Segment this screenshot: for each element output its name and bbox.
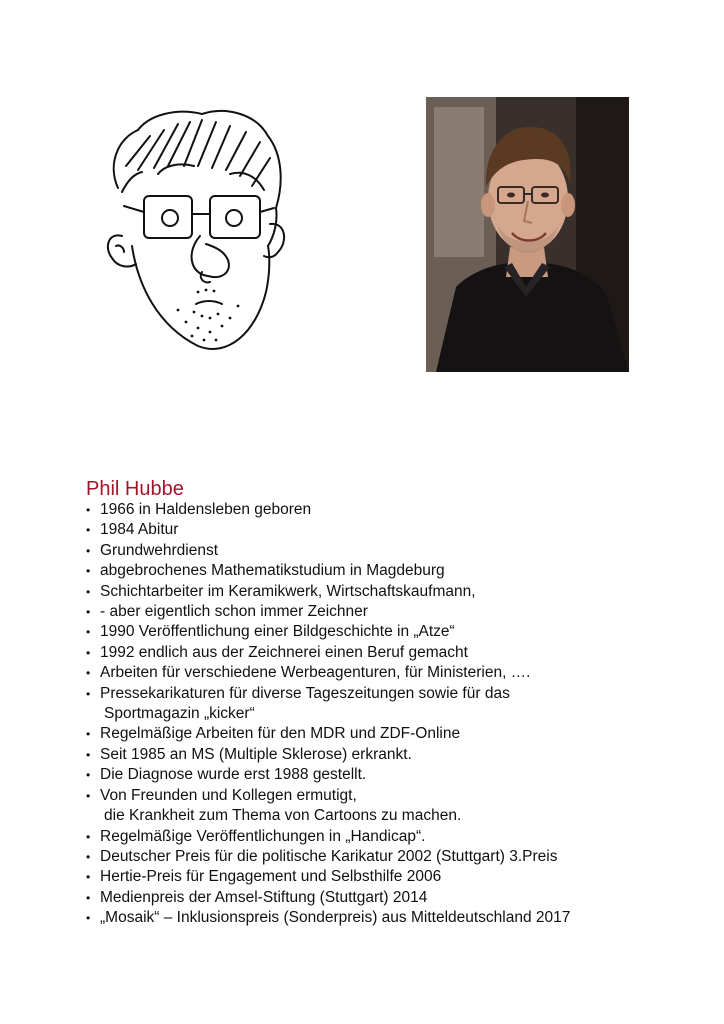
list-item-text: Deutscher Preis für die politische Karikatur 2002 (Stuttgart) 3.Preis bbox=[100, 847, 558, 865]
list-item bbox=[86, 541, 686, 561]
list-item bbox=[86, 663, 686, 683]
biography-list bbox=[86, 500, 686, 929]
list-item-text: Die Diagnose wurde erst 1988 gestellt. bbox=[100, 766, 367, 784]
list-item bbox=[86, 888, 686, 908]
list-item bbox=[86, 643, 686, 663]
list-item-text: 1992 endlich aus der Zeichnerei einen Beruf gemacht bbox=[100, 643, 468, 661]
list-item-text: Regelmäßige Veröffentlichungen in „Handicap“. bbox=[100, 827, 426, 845]
list-item bbox=[86, 602, 686, 622]
list-item-text: Seit 1985 an MS (Multiple Sklerose) erkrankt. bbox=[100, 745, 412, 763]
list-item-text: Arbeiten für verschiedene Werbeagenturen, für Ministerien, …. bbox=[100, 664, 531, 682]
person-name: Phil Hubbe bbox=[86, 478, 184, 500]
list-item-text: Grundwehrdienst bbox=[100, 541, 219, 559]
list-item-continuation: die Krankheit zum Thema von Cartoons zu machen. bbox=[104, 807, 462, 825]
list-item bbox=[86, 520, 686, 540]
list-item-text: Medienpreis der Amsel-Stiftung (Stuttgart) 2014 bbox=[100, 888, 428, 906]
list-item bbox=[86, 786, 686, 827]
list-item-text: 1984 Abitur bbox=[100, 521, 179, 539]
list-item-text: „Mosaik“ – Inklusionspreis (Sonderpreis) aus Mitteldeutschland 2017 bbox=[100, 909, 571, 927]
list-item-text: Regelmäßige Arbeiten für den MDR und ZDF-Online bbox=[100, 725, 461, 743]
list-item bbox=[86, 582, 686, 602]
list-item-text: Von Freunden und Kollegen ermutigt, bbox=[100, 786, 357, 804]
list-item bbox=[86, 745, 686, 765]
list-item-text: Pressekarikaturen für diverse Tageszeitungen sowie für das bbox=[100, 684, 510, 702]
list-item-text: abgebrochenes Mathematikstudium in Magdeburg bbox=[100, 562, 445, 580]
list-item-text: - aber eigentlich schon immer Zeichner bbox=[100, 603, 368, 621]
list-item-text: Schichtarbeiter im Keramikwerk, Wirtschaftskaufmann, bbox=[100, 582, 476, 600]
list-item-text: 1990 Veröffentlichung einer Bildgeschichte in „Atze“ bbox=[100, 623, 455, 641]
list-item bbox=[86, 867, 686, 887]
list-item-text: Hertie-Preis für Engagement und Selbsthilfe 2006 bbox=[100, 868, 442, 886]
list-item bbox=[86, 561, 686, 581]
list-item bbox=[86, 684, 686, 725]
list-item bbox=[86, 847, 686, 867]
list-item bbox=[86, 724, 686, 744]
list-item bbox=[86, 827, 686, 847]
caricature-drawing bbox=[98, 96, 298, 376]
list-item-text: 1966 in Haldensleben geboren bbox=[100, 501, 312, 518]
list-item bbox=[86, 908, 686, 928]
list-item bbox=[86, 622, 686, 642]
list-item bbox=[86, 500, 686, 520]
list-item-continuation: Sportmagazin „kicker“ bbox=[104, 705, 255, 723]
portrait-photo bbox=[426, 97, 629, 372]
list-item bbox=[86, 765, 686, 785]
